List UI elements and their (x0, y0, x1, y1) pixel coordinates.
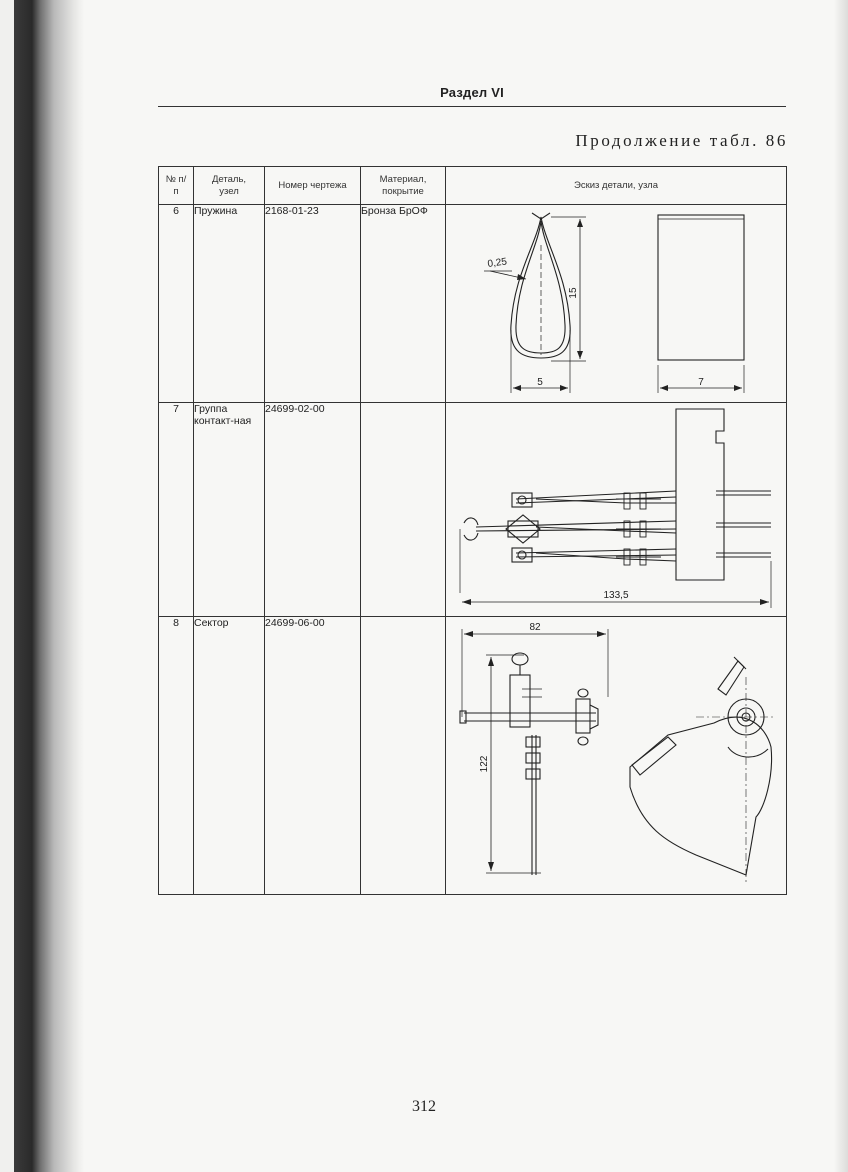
drawing-number: 24699-02-00 (265, 403, 361, 617)
material: Бронза БрОФ (361, 205, 446, 403)
table-row (159, 205, 787, 403)
column-header-drawing: Номер чертежа (265, 167, 361, 205)
book-binding-shadow (14, 0, 84, 1172)
parts-table (158, 166, 787, 895)
height-dimension: 122 (479, 755, 490, 773)
table-row (159, 403, 787, 617)
part-name: Группа контакт-ная (194, 403, 265, 617)
height-dimension: 15 (568, 287, 579, 299)
column-header-part: Деталь, узел (194, 167, 265, 205)
header-rule (158, 106, 786, 107)
table-continuation-label: Продолжение табл. 86 (575, 131, 788, 150)
spring-sketch (446, 205, 786, 402)
drawing-number: 24699-06-00 (265, 617, 361, 895)
material (361, 403, 446, 617)
column-header-material: Материал, покрытие (361, 167, 446, 205)
table-row (159, 617, 787, 895)
sketch-cell (446, 205, 787, 403)
thickness-dimension: 0,25 (486, 256, 508, 270)
column-header-number: № п/п (159, 167, 194, 205)
page-number: 312 (412, 1098, 436, 1115)
sector-sketch (446, 617, 786, 894)
width-dimension: 82 (529, 622, 541, 633)
sketch-cell (446, 617, 787, 895)
material (361, 617, 446, 895)
row-number: 8 (159, 617, 194, 895)
column-header-sketch: Эскиз детали, узла (446, 167, 787, 205)
section-title: Раздел VI (440, 85, 504, 100)
width-dimension: 5 (537, 377, 543, 388)
row-number: 7 (159, 403, 194, 617)
page-edge-shadow (834, 0, 848, 1172)
length-dimension: 133,5 (603, 590, 629, 601)
table-header-row (159, 167, 787, 205)
part-name: Пружина (194, 205, 265, 403)
contact-group-sketch (446, 403, 786, 616)
depth-dimension: 7 (698, 377, 704, 388)
part-name: Сектор (194, 617, 265, 895)
sketch-cell (446, 403, 787, 617)
drawing-number: 2168-01-23 (265, 205, 361, 403)
row-number: 6 (159, 205, 194, 403)
